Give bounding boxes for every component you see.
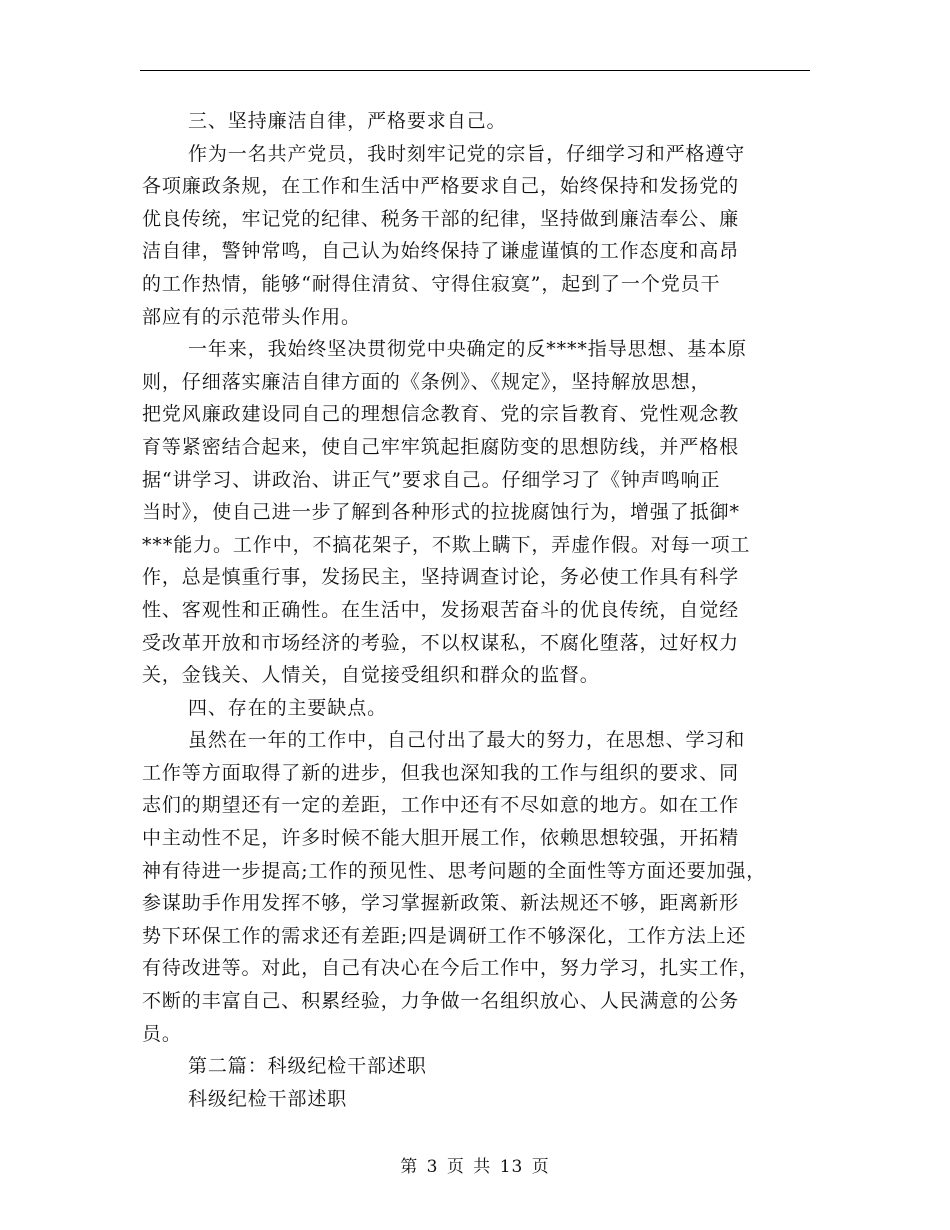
text-line: 一年来，我始终坚决贯彻党中央确定的反****指导思想、基本原	[188, 338, 748, 361]
text-line: 科级纪检干部述职	[188, 1087, 348, 1110]
text-line: 有待改进等。对此，自己有决心在今后工作中，努力学习，扎实工作，	[142, 957, 759, 980]
text-line: 工作等方面取得了新的进步，但我也深知我的工作与组织的要求、同	[142, 761, 740, 784]
text-line: 育等紧密结合起来，使自己牢牢筑起拒腐防变的思想防线，并严格根	[142, 435, 740, 458]
text-line: 神有待进一步提高;工作的预见性、思考问题的全面性等方面还要加强，	[142, 859, 767, 882]
text-line: 性、客观性和正确性。在生活中，发扬艰苦奋斗的优良传统，自觉经	[142, 598, 740, 621]
text-line: 关，金钱关、人情关，自觉接受组织和群众的监督。	[142, 664, 600, 687]
footer-current-page: 3	[426, 1157, 439, 1177]
text-line: 三、坚持廉洁自律，严格要求自己。	[188, 110, 507, 132]
text-line: 的工作热情，能够“耐得住清贫、守得住寂寞”，起到了一个党员干	[142, 272, 721, 295]
text-line: 则，仔细落实廉洁自律方面的《条例》、《规定》，坚持解放思想，	[142, 370, 711, 393]
footer-label-unit: 页	[446, 1157, 465, 1177]
text-line: 受改革开放和市场经济的考验，不以权谋私，不腐化堕落，过好权力	[142, 631, 740, 654]
text-line: 第二篇：科级纪检干部述职	[188, 1055, 427, 1078]
text-line: 势下环保工作的需求还有差距;四是调研工作不够深化，工作方法上还	[142, 924, 747, 947]
text-line: 作为一名共产党员，我时刻牢记党的宗旨，仔细学习和严格遵守	[188, 142, 746, 165]
text-line: 把党风廉政建设同自己的理想信念教育、党的宗旨教育、党性观念教	[142, 403, 740, 426]
text-line: 洁自律，警钟常鸣，自己认为始终保持了谦虚谨慎的工作态度和高昂	[142, 240, 740, 263]
text-line: 志们的期望还有一定的差距，工作中还有不尽如意的地方。如在工作	[142, 794, 740, 817]
text-line: 四、存在的主要缺点。	[188, 696, 388, 719]
footer-total-pages: 13	[499, 1157, 524, 1177]
text-line: 不断的丰富自己、积累经验，力争做一名组织放心、人民满意的公务	[142, 990, 740, 1013]
footer-label-page: 第	[400, 1157, 419, 1177]
text-line: 优良传统，牢记党的纪律、税务干部的纪律，坚持做到廉洁奉公、廉	[142, 207, 740, 230]
text-line: 当时》，使自己进一步了解到各种形式的拉拢腐蚀行为，增强了抵御*	[142, 501, 740, 524]
text-line: ***能力。工作中，不搞花架子，不欺上瞒下，弄虚作假。对每一项工	[142, 533, 751, 556]
text-line: 中主动性不足，许多时候不能大胆开展工作，依赖思想较强，开拓精	[142, 827, 740, 850]
document-body	[142, 105, 812, 1115]
page-footer	[0, 1152, 950, 1177]
text-line: 各项廉政条规，在工作和生活中严格要求自己，始终保持和发扬党的	[142, 175, 740, 198]
header-rule	[140, 70, 810, 71]
footer-label-unit-2: 页	[531, 1157, 550, 1177]
text-line: 作，总是慎重行事，发扬民主，坚持调查讨论，务必使工作具有科学	[142, 566, 740, 589]
text-line: 据“讲学习、讲政治、讲正气”要求自己。仔细学习了《钟声鸣响正	[142, 468, 721, 491]
text-line: 虽然在一年的工作中，自己付出了最大的努力，在思想、学习和	[188, 729, 746, 752]
footer-label-total: 共	[473, 1157, 492, 1177]
text-line: 参谋助手作用发挥不够，学习掌握新政策、新法规还不够，距离新形	[142, 892, 740, 915]
text-line: 部应有的示范带头作用。	[142, 305, 361, 328]
text-line: 员。	[142, 1022, 182, 1045]
